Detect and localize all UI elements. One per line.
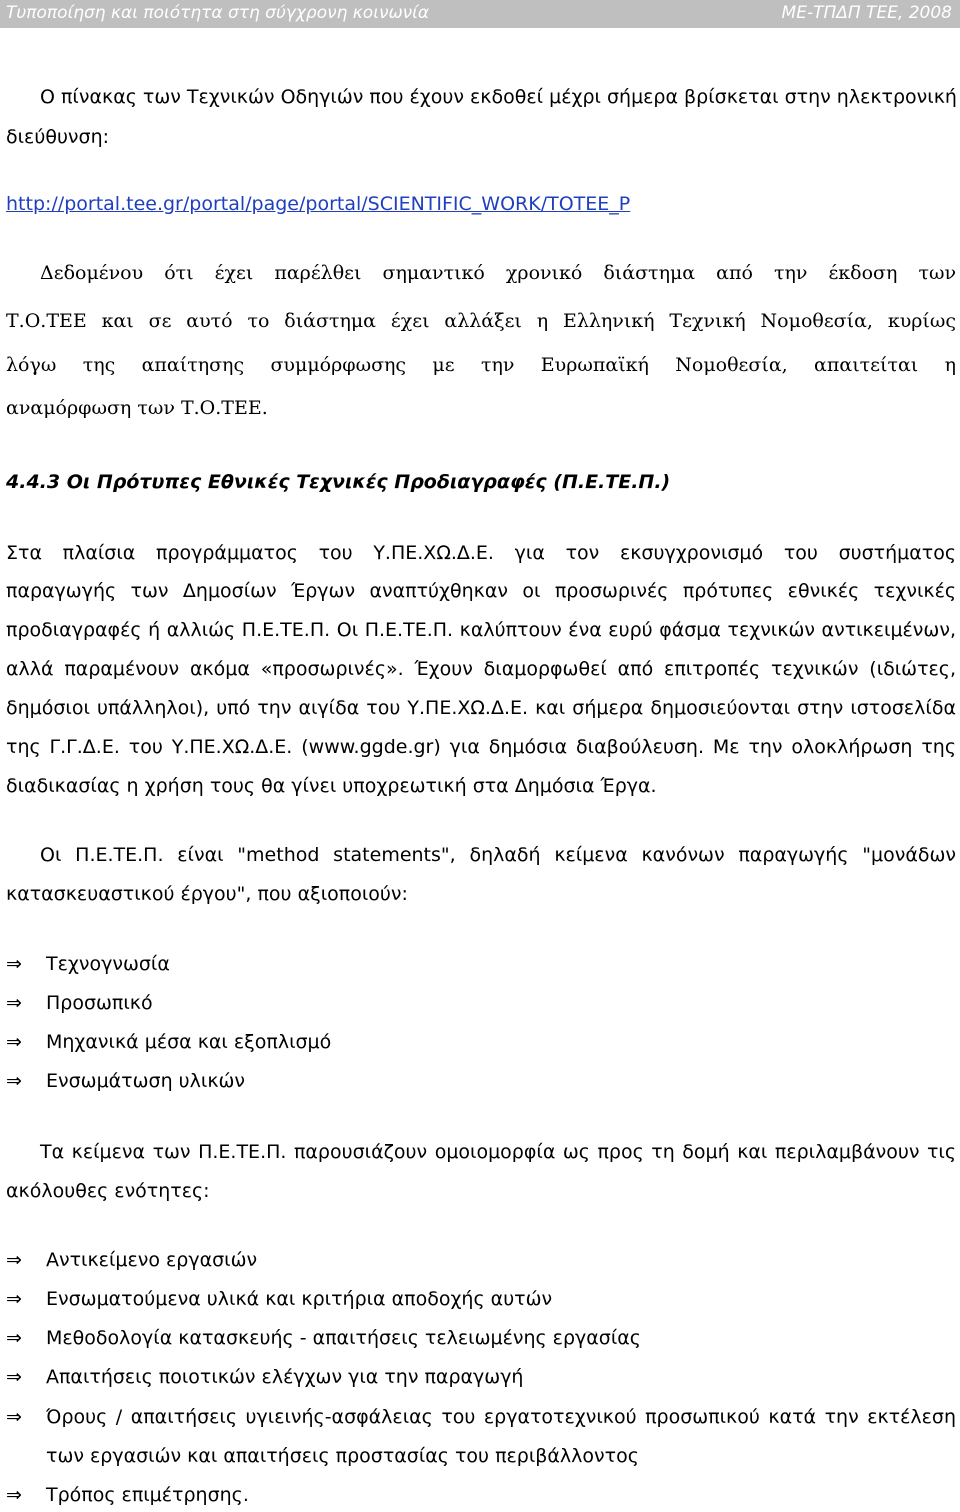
paragraph-line: λόγω της απαίτησης συμμόρφωσης με την Ευρωπαϊκή Νομοθεσία, απαιτείται η: [6, 354, 956, 376]
paragraph-line: δημόσιοι υπάλληλοι), υπό την αιγίδα του Υ.ΠΕ.ΧΩ.Δ.Ε. και σήμερα δημοσιεύονται στην ιστοσελίδα: [6, 697, 956, 719]
arrow-icon: ⇒: [6, 1327, 22, 1349]
list-item: ⇒ Ενσωματούμενα υλικά και κριτήρια αποδοχής αυτών: [6, 1288, 553, 1310]
arrow-icon: ⇒: [6, 953, 22, 975]
paragraph-line: προδιαγραφές ή αλλιώς Π.Ε.ΤΕ.Π. Οι Π.Ε.ΤΕ.Π. καλύπτουν ένα ευρύ φάσμα τεχνικών αντικειμένων,: [6, 619, 956, 641]
paragraph-line: αναμόρφωση των Τ.Ο.ΤΕΕ.: [6, 397, 268, 419]
list-item: ⇒ Τρόπος επιμέτρησης.: [6, 1484, 249, 1506]
paragraph-line: Οι Π.Ε.ΤΕ.Π. είναι "method statements", δηλαδή κείμενα κανόνων παραγωγής "μονάδων: [40, 844, 956, 866]
list-item: ⇒ Μεθοδολογία κατασκευής - απαιτήσεις τελειωμένης εργασίας: [6, 1327, 641, 1349]
header-title: Τυποποίηση και ποιότητα στη σύγχρονη κοινωνία: [6, 3, 430, 23]
arrow-icon: ⇒: [6, 992, 22, 1014]
paragraph-line: ακόλουθες ενότητες:: [6, 1180, 210, 1202]
list-item: ⇒ Αντικείμενο εργασιών: [6, 1249, 258, 1271]
arrow-icon: ⇒: [6, 1484, 22, 1506]
arrow-icon: ⇒: [6, 1288, 22, 1310]
paragraph-line: αλλά παραμένουν ακόμα «προσωρινές». Έχουν διαμορφωθεί από επιτροπές τεχνικών (ιδιώτες,: [6, 658, 956, 680]
intro-line: Ο πίνακας των Τεχνικών Οδηγιών που έχουν εκδοθεί μέχρι σήμερα βρίσκεται στην ηλεκτρονική: [40, 86, 957, 108]
list-item: ⇒ Ενσωμάτωση υλικών: [6, 1070, 246, 1092]
arrow-icon: ⇒: [6, 1031, 22, 1053]
paragraph-line: κατασκευαστικού έργου", που αξιοποιούν:: [6, 883, 408, 905]
paragraph-line: Στα πλαίσια προγράμματος του Υ.ΠΕ.ΧΩ.Δ.Ε. για τον εκσυγχρονισμό του συστήματος: [6, 542, 956, 564]
arrow-icon: ⇒: [6, 1070, 22, 1092]
paragraph-line: διαδικασίας η χρήση τους θα γίνει υποχρεωτική στα Δημόσια Έργα.: [6, 775, 657, 797]
list-item-continuation: των εργασιών και απαιτήσεις προστασίας του περιβάλλοντος: [46, 1445, 639, 1467]
portal-link[interactable]: http://portal.tee.gr/portal/page/portal/SCIENTIFIC_WORK/TOTEE_P: [6, 193, 631, 215]
list-item: ⇒ Όρους / απαιτήσεις υγιεινής-ασφάλειας του εργατοτεχνικού προσωπικού κατά την εκτέλεση: [6, 1406, 956, 1428]
intro-line: διεύθυνση:: [6, 126, 110, 148]
paragraph-line: Τα κείμενα των Π.Ε.ΤΕ.Π. παρουσιάζουν ομοιομορφία ως προς τη δομή και περιλαμβάνουν τις: [40, 1141, 956, 1163]
paragraph-line: Τ.Ο.ΤΕΕ και σε αυτό το διάστημα έχει αλλάξει η Ελληνική Τεχνική Νομοθεσία, κυρίως: [6, 310, 956, 332]
paragraph-line: της Γ.Γ.Δ.Ε. του Υ.ΠΕ.ΧΩ.Δ.Ε. (www.ggde.gr) για δημόσια διαβούλευση. Με την ολοκλήρωση της: [6, 736, 956, 758]
list-item: ⇒ Προσωπικό: [6, 992, 153, 1014]
arrow-icon: ⇒: [6, 1249, 22, 1271]
list-item: ⇒ Τεχνογνωσία: [6, 953, 170, 975]
list-item: ⇒ Μηχανικά μέσα και εξοπλισμό: [6, 1031, 332, 1053]
arrow-icon: ⇒: [6, 1366, 22, 1388]
paragraph-line: παραγωγής των Δημοσίων Έργων αναπτύχθηκαν οι προσωρινές πρότυπες εθνικές τεχνικές: [6, 580, 956, 602]
page-header: [0, 0, 960, 28]
list-item: ⇒ Απαιτήσεις ποιοτικών ελέγχων για την παραγωγή: [6, 1366, 524, 1388]
paragraph-line: Δεδομένου ότι έχει παρέλθει σημαντικό χρονικό διάστημα από την έκδοση των: [40, 262, 956, 284]
arrow-icon: ⇒: [6, 1406, 22, 1428]
section-heading: 4.4.3 Οι Πρότυπες Εθνικές Τεχνικές Προδιαγραφές (Π.Ε.ΤΕ.Π.): [6, 471, 671, 493]
header-reference: ΜΕ-ΤΠΔΠ ΤΕΕ, 2008: [781, 3, 952, 23]
